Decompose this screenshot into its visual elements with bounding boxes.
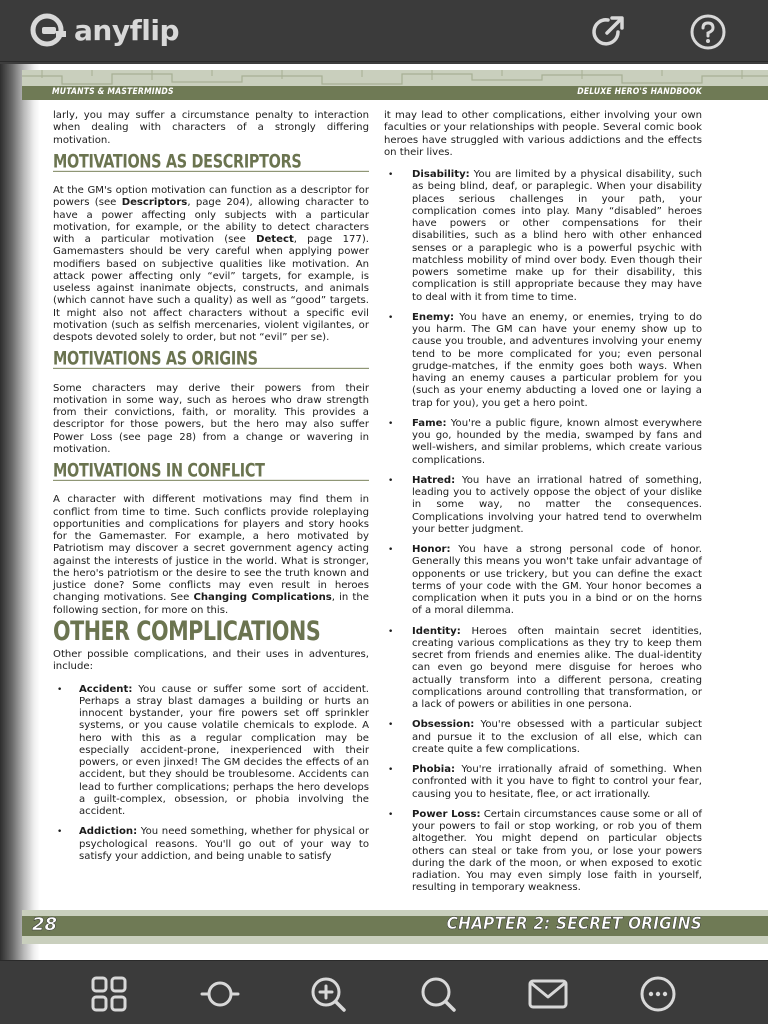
page-number: 28 [32,914,58,935]
list-item: • Hatred: You have an irrational hatred of something, leading you to actively oppose the object of your dislike in some way, no matter the consequences. Complications involving your hatred tend to overwhelm your better judgment. [384,475,702,536]
ref-changing-complications: Changing Complications [193,592,332,604]
chapter-title: CHAPTER 2: SECRET ORIGINS [446,914,702,934]
list-item: • Honor: You have a strong personal code of honor. Generally this means you won't take unfair advantage of opponents or use trickery, but you can define the exact terms of your code with the GM. Your honor becomes a complication when it puts you in a bind or on the horns of a moral dilemma. [384,544,702,618]
bottom-toolbar [0,960,768,1024]
left-bullet-list [53,684,369,864]
list-item: • Identity: Heroes often maintain secret identities, creating various complications as they try to keep them secret from friends and enemies alike. The dual-identity can even go beyond mere disguise for heroes who actually transform into a different persona, creating complications around controlling that transformation, or a lack of powers or abilities in one persona. [384,626,702,712]
ref-detect: Detect [256,234,294,245]
thumbnails-icon[interactable] [90,975,130,1013]
right-bullet-list [384,169,702,895]
running-head-left: MUTANTS & MASTERMINDS [52,87,174,97]
heading-motivations-conflict: MOTIVATIONS IN CONFLICT [53,464,369,482]
paragraph-conflict: A character with different motivations may find them in conflict from time to time. Such conflicts provide roleplaying opportunities and complications for players and story hooks for the Gamemaster. For example, a hero motivated by Patriotism may discover a secret government agency acting against the interests of justice in the world. What is stronger, the hero's patriotism or the desire to see the truth known and justice done? Some conflicts may even result in heroes changing motivations. See Changing Complications, in the following section, for more on this. [53,494,369,616]
list-item: • Phobia: You're irrationally afraid of something. When confronted with it you have to fight to control your fear, causing you to hesitate, flee, or act irrationally. [384,764,702,801]
running-head-right: DELUXE HERO'S HANDBOOK [577,87,702,97]
book-page[interactable] [0,64,768,960]
left-intro-paragraph: larly, you may suffer a circumstance penalty to interaction when dealing with characters of a strongly differing motivation. [53,110,369,146]
list-item: • Addiction: You need something, whether for physical or psychological reasons. You'll go out of your way to satisfy your addiction, and being unable to satisfy [53,826,369,863]
list-item: • Power Loss: Certain circumstances cause some or all of your powers to fail or stop working, or rob you of them altogether. You might depend on particular objects others can steal or take from you, or lose your powers during the dark of the moon, or when exposed to exotic radiation. You may even simply lose faith in yourself, resulting in temporary weakness. [384,809,702,895]
list-item: • Obsession: You're obsessed with a particular subject and pursue it to the exclusion of all else, which can create quite a few complications. [384,719,702,756]
paragraph-other: Other possible complications, and their uses in adventures, include: [53,649,369,673]
heading-motivations-descriptors: MOTIVATIONS AS DESCRIPTORS [53,154,369,172]
paragraph-origins: Some characters may derive their powers from their motivation in some way, such as heroes who draw strength from their convictions, faith, or morality. This provides a descriptor for those powers, but the hero may also suffer Power Loss (see page 28) from a change or wavering in motivation. [53,382,369,455]
list-item: • Enemy: You have an enemy, or enemies, trying to do you harm. The GM can have your enemy show up to cause you trouble, and adventures involving your enemy tend to be more complicated for you; even personal grudge-matches, if the enmity goes both ways. When having an enemy causes a particular problem for you (such as your enemy abducting a loved one or laying a trap for you), you get a hero point. [384,312,702,410]
anyflip-logo[interactable] [30,12,179,48]
list-item: • Disability: You are limited by a physical disability, such as being blind, deaf, or paraplegic. When your disability places serious challenges in your path, your complication comes into play. Many “disabled” heroes have powers or other compensations for their disabilities, such as a blind hero with other enhanced senses or a paraplegic who is a powerful psychic with matchless mobility of mind over body. Even though their powers sometime make up for their disability, this complication is still appropriate because they may have to deal with it from time to time. [384,169,702,304]
mail-icon[interactable] [528,975,568,1013]
heading-motivations-origins: MOTIVATIONS AS ORIGINS [53,352,369,370]
help-icon[interactable] [688,12,728,52]
list-item: • Fame: You're a public figure, known almost everywhere you go, hounded by the media, swamped by fans and well-wishers, and similar problems, which create various complications. [384,418,702,467]
right-intro-paragraph: it may lead to other complications, either involving your own faculties or your relationships with people. Several comic book heroes have struggled with various addictions and the effects on their lives. [384,110,702,158]
more-icon[interactable] [638,975,678,1013]
ref-descriptors: Descriptors [121,197,188,209]
heading-other-complications: OTHER COMPLICATIONS [53,616,321,647]
left-column [53,110,369,871]
page-spine-shadow [0,64,40,960]
zoom-in-icon[interactable] [308,975,348,1013]
search-icon[interactable] [418,975,458,1013]
logo-text: anyflip [74,13,179,47]
paragraph-descriptors: At the GM's option motivation can function as a descriptor for powers (see Descriptors, page 204), allowing character to have a power affecting only subjects with a particular motivation, for example, or the ability to detect characters with a particular motivation (see Detect, page 177). Gamemasters should be very careful when applying power modifiers based on subjective qualities like motivation. An attack power affecting only “evil” targets, for example, is useless against inanimate objects, constructs, and animals (which cannot have such a quality) as well as “good” targets. It might also not affect characters without a specific evil motivation (such as selfish mercenaries, violent vigilantes, or despots devoted solely to order, but not “evil” per se). [53,185,370,343]
right-column [384,110,702,903]
logo-icon [30,13,68,47]
list-item: • Accident: You cause or suffer some sort of accident. Perhaps a stray blast damages a building or hurts an innocent bystander, your fire powers set off sprinkler systems, or you cause volatile chemicals to explode. A hero with this as a regular complication may be especially accident-prone, inexperienced with their powers, or even jinxed! The GM decides the effects of an accident, but they should be troublesome. Accidents can lead to further complications; perhaps the hero develops a guilt-complex, obsession, or phobia involving the accident. [53,684,369,819]
top-toolbar [0,0,768,62]
zoom-out-icon[interactable] [200,975,240,1013]
share-icon[interactable] [588,12,628,52]
